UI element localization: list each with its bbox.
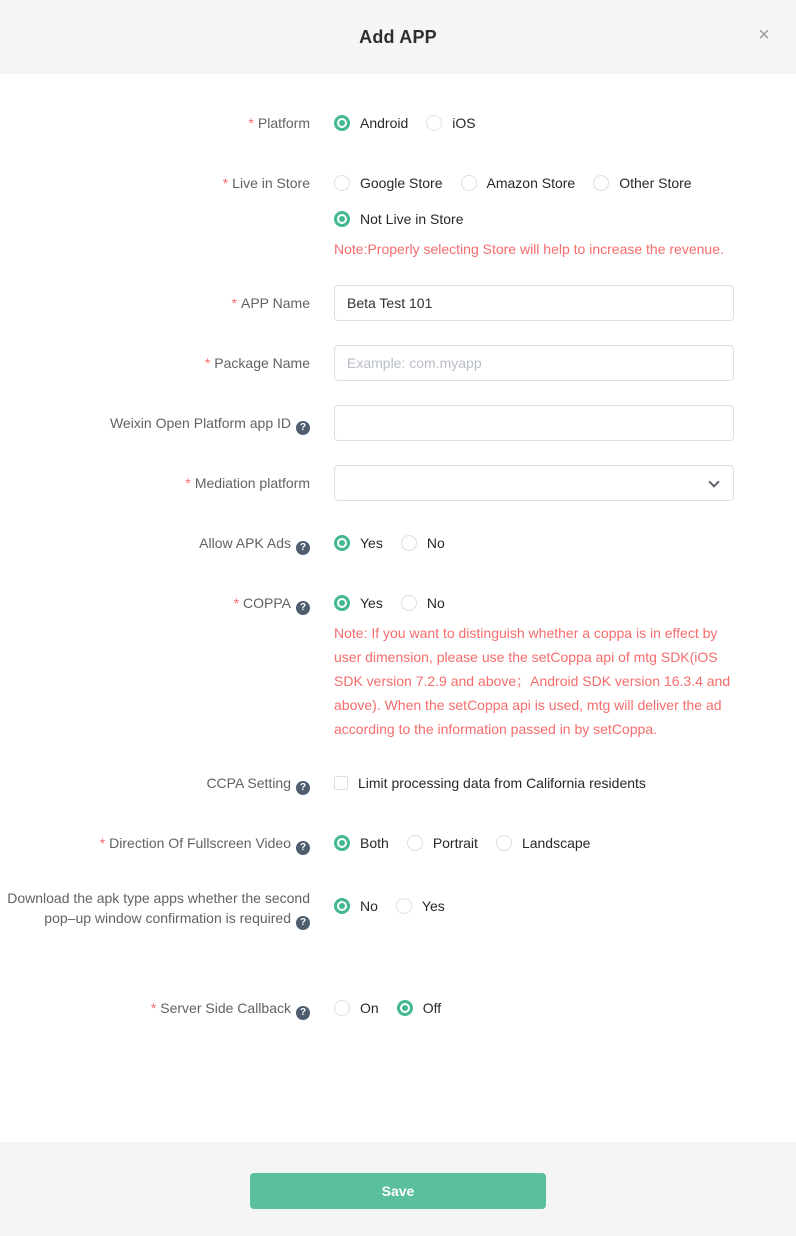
allow-apk-ads-label: Allow APK Ads ? <box>0 525 310 561</box>
save-button[interactable]: Save <box>250 1173 546 1209</box>
store-option-not-live[interactable]: Not Live in Store <box>334 211 464 227</box>
form-row-live-in-store <box>0 165 796 261</box>
direction-fullscreen-video-label: * Direction Of Fullscreen Video ? <box>0 825 310 861</box>
page-title: Add APP <box>359 26 437 47</box>
apk-popup-option-yes[interactable]: Yes <box>396 898 445 914</box>
coppa-option-no[interactable]: No <box>401 595 445 611</box>
radio-unselected-icon <box>396 898 412 914</box>
ccpa-checkbox-option[interactable]: Limit processing data from California residents <box>334 765 796 801</box>
form-row-allow-apk-ads <box>0 525 796 561</box>
required-asterisk: * <box>233 595 240 611</box>
package-name-label: * Package Name <box>204 355 310 371</box>
form-row-mediation-platform <box>0 465 796 501</box>
help-icon[interactable]: ? <box>296 916 310 930</box>
apk-popup-confirmation-label: Download the apk type apps whether the second pop–up window confirmation is required ? <box>7 890 310 928</box>
radio-unselected-icon <box>426 115 442 131</box>
coppa-label: * COPPA ? <box>0 585 310 621</box>
required-asterisk: * <box>99 835 106 851</box>
allow-apk-ads-option-yes[interactable]: Yes <box>334 535 383 551</box>
radio-unselected-icon <box>407 835 423 851</box>
radio-unselected-icon <box>496 835 512 851</box>
platform-label: * Platform <box>248 115 310 131</box>
form-row-app-name <box>0 285 796 321</box>
store-note: Note:Properly selecting Store will help to increase the revenue. <box>334 241 724 257</box>
required-asterisk: * <box>231 295 237 311</box>
help-icon[interactable]: ? <box>296 421 310 435</box>
help-icon[interactable]: ? <box>296 1006 310 1020</box>
form-row-ccpa-setting <box>0 765 796 801</box>
radio-unselected-icon <box>461 175 477 191</box>
form-row-platform <box>0 105 796 141</box>
platform-option-android[interactable]: Android <box>334 115 408 131</box>
radio-unselected-icon <box>334 1000 350 1016</box>
form-row-coppa <box>0 585 796 741</box>
store-option-other[interactable]: Other Store <box>593 175 691 191</box>
platform-option-ios[interactable]: iOS <box>426 115 475 131</box>
form-row-weixin-app-id <box>0 405 796 441</box>
coppa-note: Note: If you want to distinguish whether a coppa is in effect by user dimension, please use the setCoppa api of mtg SDK(iOS SDK version 7.2.9 and above；Android SDK version 16.3.4 and above). When the setCoppa api is used, mtg will deliver the ad according to the information passed in by setCoppa. <box>334 625 731 737</box>
checkbox-unchecked-icon[interactable] <box>334 776 348 790</box>
server-side-callback-label: * Server Side Callback ? <box>0 990 310 1026</box>
form-row-apk-popup-confirmation <box>0 885 796 930</box>
mediation-platform-label: * Mediation platform <box>185 475 310 491</box>
weixin-app-id-input[interactable] <box>334 405 734 441</box>
radio-unselected-icon <box>334 175 350 191</box>
radio-selected-icon <box>334 211 350 227</box>
ccpa-setting-label: CCPA Setting ? <box>0 765 310 801</box>
form-row-server-side-callback <box>0 990 796 1026</box>
dialog-body <box>0 74 796 1079</box>
required-asterisk: * <box>222 175 229 191</box>
help-icon[interactable]: ? <box>296 781 310 795</box>
radio-unselected-icon <box>401 595 417 611</box>
dialog-footer <box>0 1142 796 1236</box>
help-icon[interactable]: ? <box>296 541 310 555</box>
direction-option-landscape[interactable]: Landscape <box>496 835 591 851</box>
radio-selected-icon <box>334 898 350 914</box>
form-row-direction-fullscreen-video <box>0 825 796 861</box>
package-name-input[interactable] <box>334 345 734 381</box>
live-in-store-label: * Live in Store <box>222 175 310 191</box>
apk-popup-option-no[interactable]: No <box>334 898 378 914</box>
radio-selected-icon <box>334 595 350 611</box>
store-option-google[interactable]: Google Store <box>334 175 443 191</box>
server-callback-option-off[interactable]: Off <box>397 1000 441 1016</box>
coppa-option-yes[interactable]: Yes <box>334 595 383 611</box>
radio-selected-icon <box>397 1000 413 1016</box>
required-asterisk: * <box>150 1000 157 1016</box>
store-option-amazon[interactable]: Amazon Store <box>461 175 576 191</box>
required-asterisk: * <box>248 115 254 131</box>
close-icon[interactable]: × <box>748 19 780 51</box>
chevron-down-icon <box>708 476 719 487</box>
allow-apk-ads-option-no[interactable]: No <box>401 535 445 551</box>
mediation-platform-select[interactable] <box>334 465 734 501</box>
help-icon[interactable]: ? <box>296 841 310 855</box>
direction-option-portrait[interactable]: Portrait <box>407 835 478 851</box>
form-row-package-name <box>0 345 796 381</box>
direction-option-both[interactable]: Both <box>334 835 389 851</box>
help-icon[interactable]: ? <box>296 601 310 615</box>
radio-selected-icon <box>334 535 350 551</box>
dialog-header <box>0 0 796 74</box>
required-asterisk: * <box>204 355 211 371</box>
radio-selected-icon <box>334 115 350 131</box>
required-asterisk: * <box>185 475 191 491</box>
radio-selected-icon <box>334 835 350 851</box>
weixin-app-id-label: Weixin Open Platform app ID ? <box>0 405 310 441</box>
radio-unselected-icon <box>593 175 609 191</box>
app-name-input[interactable] <box>334 285 734 321</box>
radio-unselected-icon <box>401 535 417 551</box>
server-callback-option-on[interactable]: On <box>334 1000 379 1016</box>
app-name-label: * APP Name <box>231 295 310 311</box>
